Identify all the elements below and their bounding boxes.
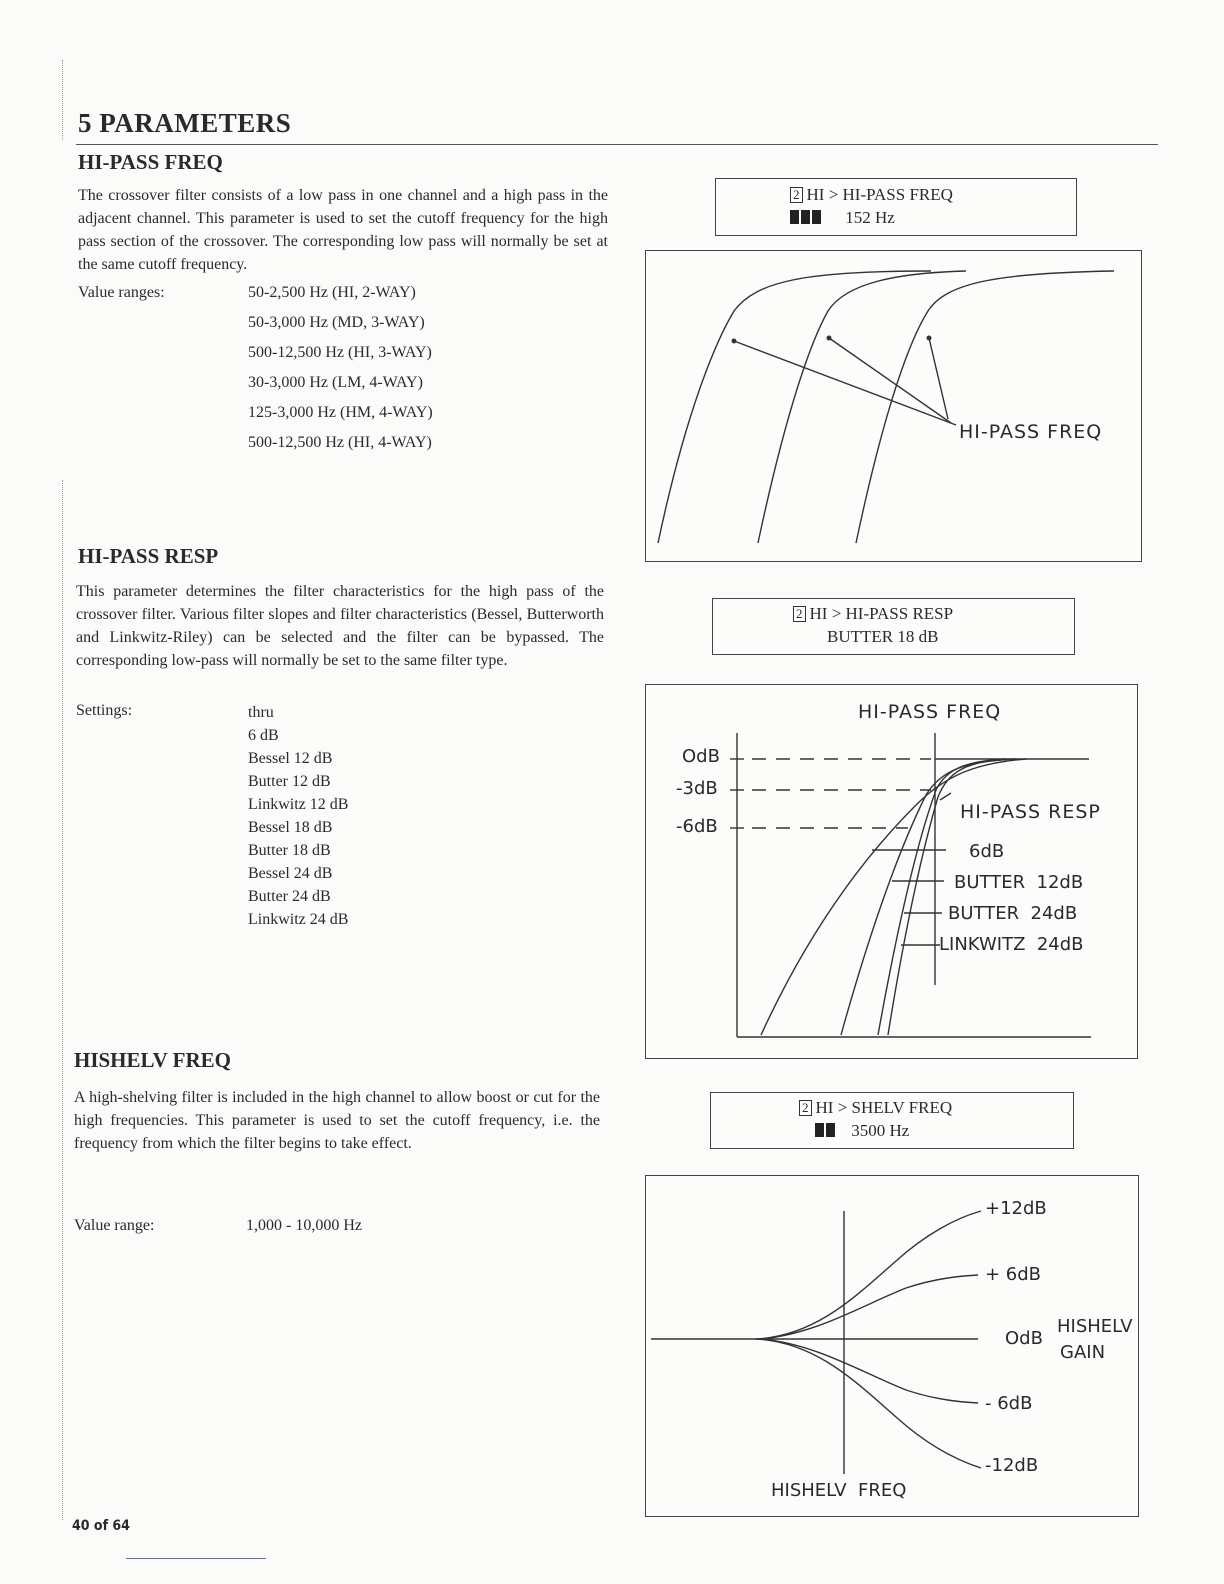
footer-rule	[126, 1558, 266, 1559]
channel-number: 2	[799, 1100, 812, 1116]
section-title: 5 PARAMETERS	[78, 108, 292, 138]
hipass-resp-heading: HI-PASS RESP	[78, 544, 219, 568]
value-range: 1,000 - 10,000 Hz	[246, 1217, 362, 1234]
lcd-line-2: 152 Hz	[845, 208, 895, 227]
margin-mark	[62, 60, 63, 140]
gain-label-plus6: + 6dB	[985, 1264, 1042, 1285]
gain-label-minus6: - 6dB	[985, 1393, 1033, 1414]
value-ranges-list	[248, 278, 433, 458]
lcd-line-2: BUTTER 18 dB	[827, 627, 939, 646]
hishelv-freq-body: A high-shelving filter is included in the high channel to allow boost or cut for the high frequencies. This parameter is used to set the cutoff frequency, i.e. the frequency from which the filter begins to take effect.	[74, 1089, 600, 1152]
side-label-gain: GAIN	[1060, 1342, 1106, 1363]
setting-item: Bessel 18 dB	[248, 819, 333, 836]
setting-item: Butter 24 dB	[248, 888, 331, 905]
lcd-line-2: 3500 Hz	[851, 1121, 910, 1140]
hipass-resp-figure	[645, 684, 1138, 1059]
hipass-freq-lcd	[715, 178, 1077, 236]
db-label-0: OdB	[682, 746, 720, 767]
lcd-line-1: HI > SHELV FREQ	[815, 1098, 953, 1117]
pointer-line	[734, 341, 956, 425]
hipass-resp-lcd	[712, 598, 1075, 655]
lcd-line-1: HI > HI-PASS FREQ	[806, 185, 953, 204]
db-label-6: -6dB	[676, 816, 718, 837]
curve-label-linkwitz24: LINKWITZ 24dB	[939, 934, 1084, 955]
hipass-freq-figure-label: HI-PASS FREQ	[959, 421, 1103, 443]
gain-label-minus12: -12dB	[985, 1455, 1039, 1476]
db-label-3: -3dB	[676, 778, 718, 799]
gain-label-plus12: +12dB	[985, 1198, 1047, 1219]
range-item: 30-3,000 Hz (LM, 4-WAY)	[248, 374, 423, 391]
lcd-line-1: HI > HI-PASS RESP	[809, 604, 954, 623]
hipass-freq-figure	[645, 250, 1142, 562]
setting-item: Linkwitz 12 dB	[248, 796, 349, 813]
value-ranges-label: Value ranges:	[78, 284, 165, 301]
setting-item: Butter 18 dB	[248, 842, 331, 859]
section-rule	[76, 144, 1158, 145]
channel-number: 2	[793, 606, 806, 622]
value-range-label: Value range:	[74, 1217, 155, 1234]
hipass-resp-label: HI-PASS RESP	[960, 801, 1101, 823]
x-label-hishelv-freq: HISHELV FREQ	[771, 1480, 907, 1501]
shelv-freq-lcd	[710, 1092, 1074, 1149]
hipass-freq-body: The crossover filter consists of a low pass in one channel and a high pass in the adjacent channel. This parameter is used to set the cutoff frequency for the high pass section of the crossover. The corresponding low pass will normally be set at the same cutoff frequency.	[78, 187, 608, 273]
curve-label-butter24: BUTTER 24dB	[948, 903, 1078, 924]
pointer-line	[929, 338, 948, 419]
gain-label-zero: OdB	[1005, 1328, 1043, 1349]
lcd-block-icon	[801, 210, 810, 224]
hishelv-freq-heading: HISHELV FREQ	[74, 1048, 231, 1072]
setting-item: Bessel 12 dB	[248, 750, 333, 767]
lcd-block-icon	[815, 1123, 824, 1137]
lcd-block-icon	[812, 210, 821, 224]
setting-item: 6 dB	[248, 727, 279, 744]
settings-label: Settings:	[76, 702, 133, 719]
hipass-freq-heading: HI-PASS FREQ	[78, 150, 223, 174]
lcd-block-icon	[826, 1123, 835, 1137]
range-item: 500-12,500 Hz (HI, 3-WAY)	[248, 344, 432, 361]
curve-label-6db: 6dB	[969, 841, 1005, 862]
setting-item: Bessel 24 dB	[248, 865, 333, 882]
range-item: 50-3,000 Hz (MD, 3-WAY)	[248, 314, 425, 331]
setting-item: thru	[248, 704, 274, 721]
resp-figure-title: HI-PASS FREQ	[858, 701, 1002, 723]
curve-label-butter12: BUTTER 12dB	[954, 872, 1084, 893]
lcd-block-icon	[790, 210, 799, 224]
hipass-curve-3	[856, 271, 1114, 543]
hipass-resp-body: This parameter determines the filter characteristics for the high pass of the crossover filter. Various filter slopes and filter characteristics (Bessel, Butterworth and Linkwitz-Riley) can be selected and the filter can be bypassed. The corresponding low-pass will normally be set to the same filter type.	[76, 583, 604, 669]
range-item: 500-12,500 Hz (HI, 4-WAY)	[248, 434, 432, 451]
setting-item: Butter 12 dB	[248, 773, 331, 790]
side-label-hishelv: HISHELV	[1057, 1316, 1133, 1337]
page-number: 40 of 64	[72, 1518, 130, 1534]
settings-list	[248, 701, 348, 931]
range-item: 125-3,000 Hz (HM, 4-WAY)	[248, 404, 433, 421]
shelf-minus12	[756, 1339, 981, 1468]
channel-number: 2	[790, 187, 803, 203]
setting-item: Linkwitz 24 dB	[248, 911, 349, 928]
hishelv-figure	[645, 1175, 1139, 1517]
margin-mark	[62, 480, 63, 1520]
range-item: 50-2,500 Hz (HI, 2-WAY)	[248, 284, 416, 301]
hipass-curve-2	[758, 271, 966, 543]
shelf-plus12	[756, 1211, 981, 1339]
